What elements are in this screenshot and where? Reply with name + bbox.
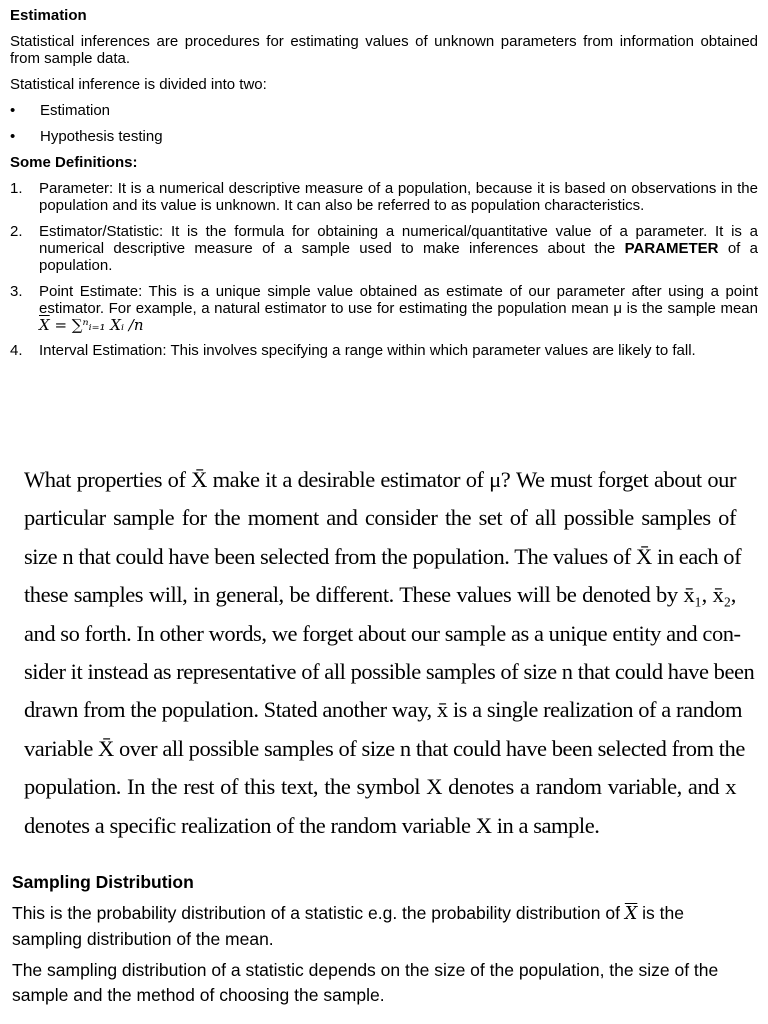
sampling-paragraph-1 (12, 901, 752, 952)
bullet-icon: • (10, 128, 16, 145)
bullet-icon: • (10, 102, 16, 119)
definitions-heading: Some Definitions: (10, 154, 138, 171)
definition-item (10, 338, 758, 364)
definition-item (10, 223, 758, 274)
estimation-intro: Statistical inferences are procedures for estimating values of unknown parameters from information obtained from sample data. (10, 33, 758, 67)
excerpt-line: variable X̄ over all possible samples of size n that could have been selected from the (24, 735, 745, 761)
definition-text-part: of a population. (39, 240, 759, 274)
definition-text-part: Point Estimate: This is a unique simple value obtained as estimate of our parameter after using a point estimator. For example, a natural estimator to use for estimating the population mean μ is the sample mean (39, 283, 758, 317)
definition-text: Parameter: It is a numerical descriptive measure of a population, because it is based on observations in the population and its value is unknown. It can also be referred to as population characteristics. (39, 180, 758, 214)
excerpt-line: these samples will, in general, be different. These values will be denoted by x̄₁, x̄₂, (24, 582, 736, 608)
textbook-excerpt (24, 461, 755, 845)
definition-number: 3. (10, 283, 23, 300)
bullet-item (10, 102, 758, 119)
definition-text-part: Estimator/Statistic: It is the formula for obtaining a numerical/quantitative value of a parameter. It is a numerical descriptive measure of a sample used to make inferences about the (39, 223, 758, 257)
sampling-text-part: This is the probability distribution of a statistic e.g. the probability distribution of (12, 903, 625, 923)
notes-section (10, 0, 758, 364)
bullet-text: Hypothesis testing (40, 128, 163, 145)
estimation-divided: Statistical inference is divided into two: (10, 76, 267, 93)
estimation-heading: Estimation (10, 7, 87, 24)
sampling-paragraph-2: The sampling distribution of a statistic depends on the size of the population, the size of the sample and the method of choosing the sample. (12, 960, 719, 1005)
excerpt-line: particular sample for the moment and consider the set of all possible samples of (24, 505, 736, 531)
definition-number: 4. (10, 342, 23, 359)
sampling-text-part: is the sampling distribution of the mean. (12, 903, 684, 949)
definition-text: Interval Estimation: This involves specifying a range within which parameter values are likely to fall. (39, 342, 696, 359)
definition-item (10, 180, 758, 214)
excerpt-line: population. In the rest of this text, the symbol X denotes a random variable, and x (24, 774, 736, 800)
parameter-emphasis: PARAMETER (624, 240, 719, 257)
definition-number: 2. (10, 223, 23, 240)
xbar-symbol: $\overline{X}$ (39, 316, 50, 334)
sampling-heading: Sampling Distribution (12, 872, 194, 892)
bullet-item (10, 128, 758, 145)
xbar-symbol: $\overline{X}$ (624, 904, 638, 924)
excerpt-line: and so forth. In other words, we forget about our sample as a unique entity and con- (24, 620, 741, 646)
sampling-section (12, 870, 752, 1008)
excerpt-line: drawn from the population. Stated another way, x̄ is a single realization of a random (24, 697, 743, 723)
definition-text (39, 223, 758, 274)
excerpt-line: denotes a specific realization of the random variable X in a sample. (24, 812, 600, 838)
excerpt-line: What properties of X̄ make it a desirable estimator of μ? We must forget about our (24, 467, 736, 492)
excerpt-line: size n that could have been selected from the population. The values of X̄ in each of (24, 543, 742, 569)
bullet-text: Estimation (40, 102, 111, 119)
definition-text (39, 283, 758, 334)
mean-formula: = ∑ⁿᵢ₌₁ Xᵢ /n (49, 316, 144, 334)
excerpt-line: sider it instead as representative of all possible samples of size n that could have been (24, 659, 755, 685)
definition-item (10, 283, 758, 334)
definition-number: 1. (10, 180, 23, 197)
